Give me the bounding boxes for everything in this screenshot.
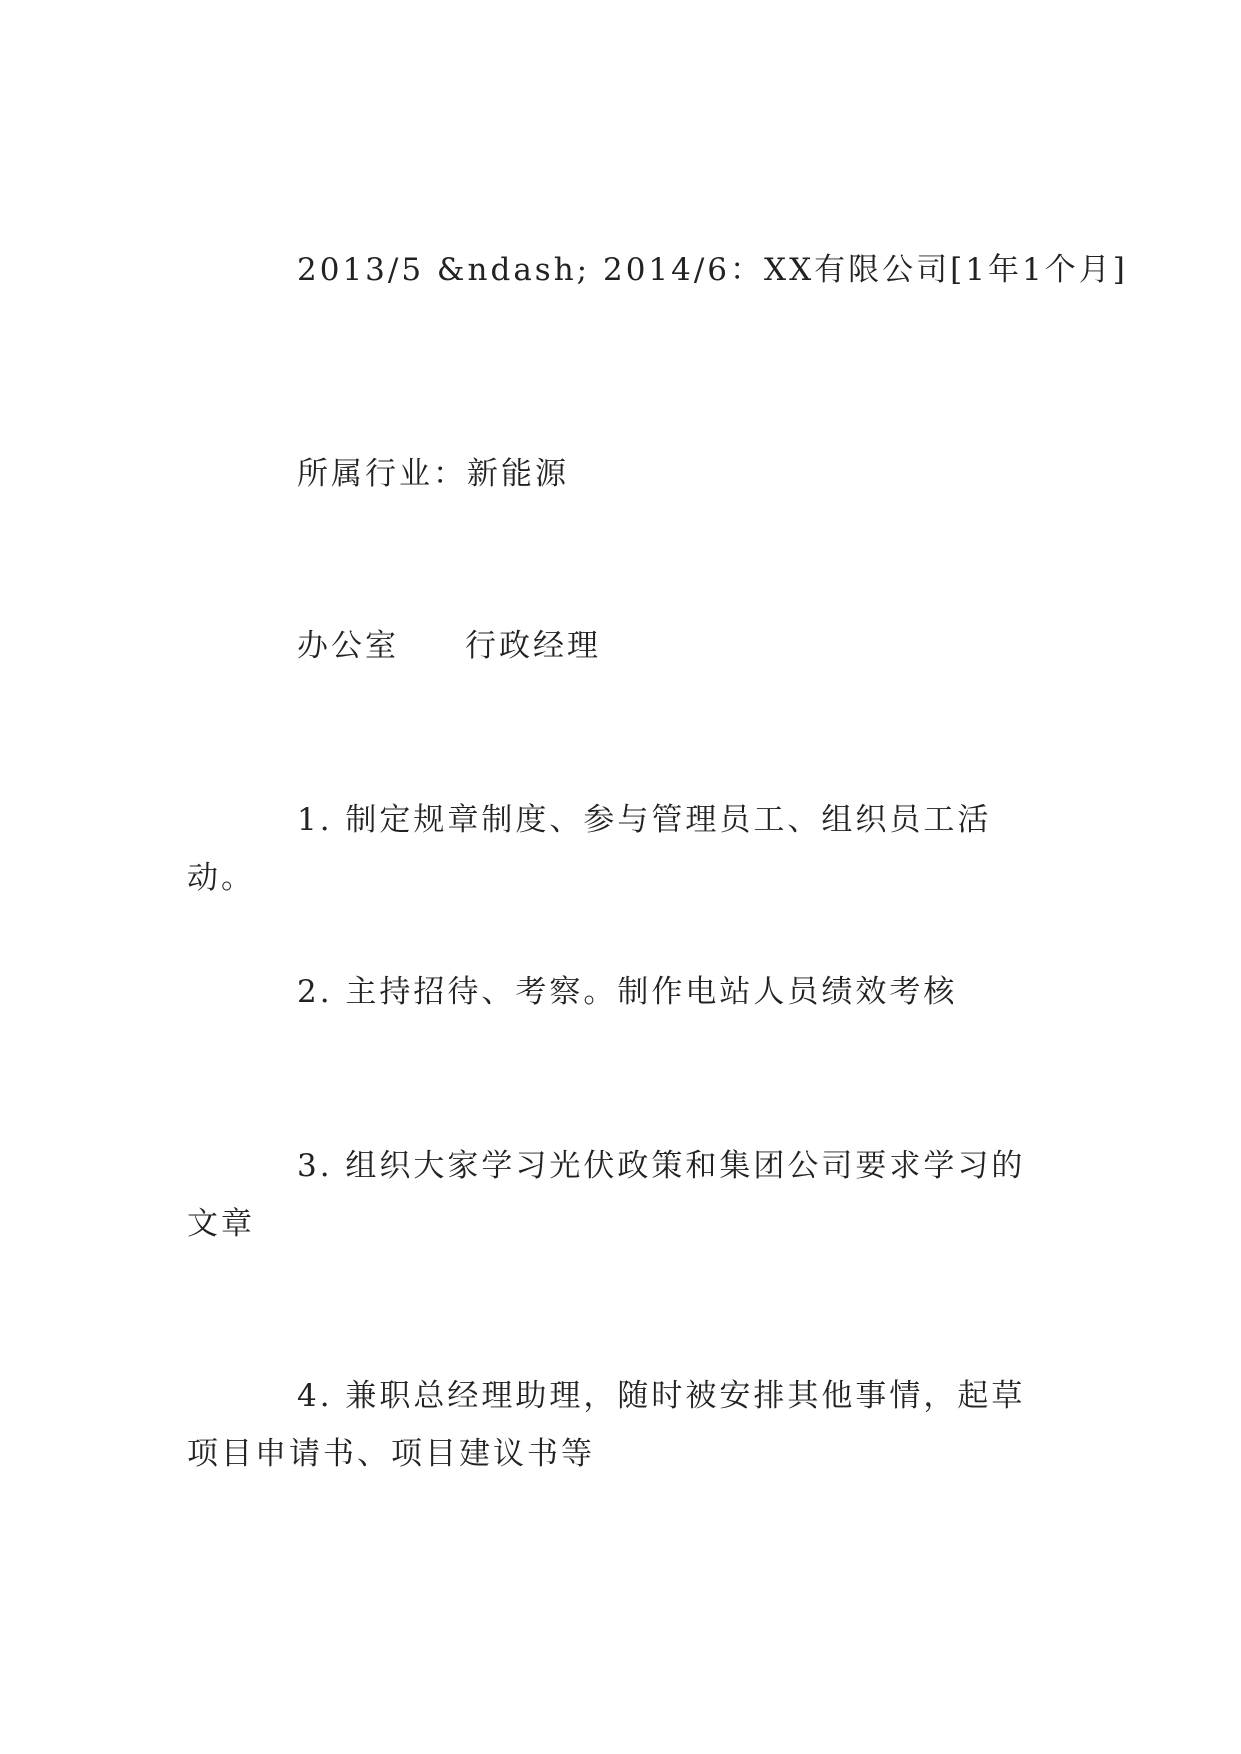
department: 办公室 <box>297 628 399 664</box>
employment-period: 2013/5 &ndash; 2014/6：XX有限公司[1年1个月] <box>297 252 1128 288</box>
position: 行政经理 <box>465 628 601 664</box>
duty-item-1: 1. 制定规章制度、参与管理员工、组织员工活动。 <box>187 802 992 896</box>
duty-item-3: 3. 组织大家学习光伏政策和集团公司要求学习的文章 <box>187 1148 1026 1242</box>
duty-item-4: 4. 兼职总经理助理，随时被安排其他事情，起草项目申请书、项目建议书等 <box>187 1378 1026 1472</box>
department-position-line <box>297 617 601 675</box>
industry-line: 所属行业：新能源 <box>297 456 569 492</box>
duty-item-2: 2. 主持招待、考察。制作电站人员绩效考核 <box>297 974 958 1010</box>
